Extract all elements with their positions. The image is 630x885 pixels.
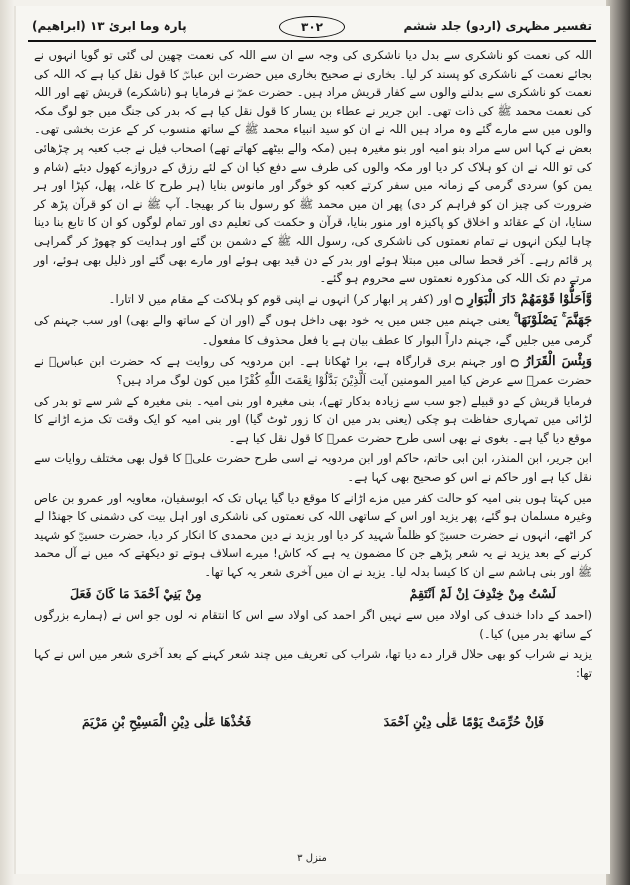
verse-block (34, 352, 592, 390)
poem-translation: (احمد کے دادا خندف کی اولاد میں سے نہیں اگر احمد کی اولاد سے اس کا انتقام نہ لوں جو اس نے (ہمارے بزرگوں کے ساتھ بدر میں) کیا۔) (34, 608, 592, 641)
header-book-title: تفسیر مظہری (اردو) جلد ششم (403, 19, 592, 33)
header-chapter: پارہ وما ابرئ ۱۳ (ابراھیم) (32, 19, 187, 33)
paragraph: ابن جریر، ابن المنذر، ابن ابی حاتم، حاکم اور ابن مردویہ نے اسی طرح حضرت علیؓ کا قول بھی مختلف روایات سے نقل کیا ہے اور حاکم نے اس کو صحیح بھی کہا ہے۔ (34, 451, 592, 485)
page-number-badge: ۳۰۲ (279, 16, 345, 38)
verse-block (34, 290, 592, 310)
verse-arabic: وَّاَحَلُّوْا قَوْمَهُمْ دَارَ الْبَوَارِ ۝ (455, 291, 592, 307)
verse-block (34, 311, 592, 349)
verse-translation: اور جہنم بری قرارگاہ ہے، برا ٹھکانا ہے۔ ابن مردویہ کی روایت ہے کہ حضرت ابن عباسؓ نے حضرت عمرؓ سے عرض کیا امیر المومنین آیت اَلَّذِيْنَ بَدَّلُوْا نِعْمَتَ اللّٰهِ كُفْرًا میں کون لوگ مراد ہیں؟ (34, 353, 592, 388)
paragraph: یزید نے شراب کو بھی حلال قرار دے دیا تھا، شراب کی تعریف میں چند شعر کہنے کے بعد آخری شعر میں اس نے کہا تھا: (34, 647, 592, 680)
verse-arabic: جَهَنَّمَ ۚ يَصْلَوْنَهَا ۚ (513, 313, 592, 329)
paragraph: میں کہتا ہوں بنی امیہ کو حالت کفر میں مزے اڑانے کا موقع دیا گیا یہاں تک کہ ابوسفیان، معاویہ اور عمرو بن عاص وغیرہ مسلمان ہو گئے، پھر یزید اور اس کے ساتھی اللہ کی نعمتوں کی ناشکری اور اہل بیت کی دشمنی کا جھنڈا لے کر اٹھے، انہوں نے حضرت حسینؓ کو ظلماً شہید کر دیا اور یزید نے دین محمدی کا انکار کر دیا، حضرت حسینؓ کو شہید کرنے کے بعد یزید نے یہ شعر پڑھے جن کا مضمون یہ ہے کہ کاش! میرے اسلاف ہوتے تو دیکھتے کہ میں نے آل محمد ﷺ اور بنی ہاشم سے ان کا کیسا بدلہ لیا۔ یزید نے ان میں آخری شعر یہ کہا تھا۔ (34, 490, 592, 580)
page-body (34, 46, 592, 840)
page-header (32, 16, 592, 38)
header-divider (28, 40, 596, 42)
verse-translation: یعنی جہنم میں جس میں یہ خود بھی داخل ہوں گے (اور ان کے ساتھ والے بھی) اور سب جہنم کی گرمی میں جلیں گے، جہنم داراً البوار کا عطف بیان ہے یا فعل محذوف کا مفعول۔ (34, 313, 592, 347)
poem-couplet (34, 585, 592, 604)
poem-hemistich-right: لَسْتُ مِنْ خِنْدِفَ اِنْ لَمْ اَنْتَقِمْ (409, 585, 556, 601)
poem-hemistich-right: فَاِنْ حُرِّمَتْ يَوْمًا عَلٰى دِيْنِ اَحْمَدَ (383, 713, 544, 729)
poem-hemistich-left: فَخُذْهَا عَلٰى دِيْنِ الْمَسِيْحِ بْنِ مَرْيَمَ (82, 713, 252, 729)
page-footer: منزل ۳ (297, 853, 327, 864)
page-left-edge (0, 0, 14, 885)
verse-arabic: وَبِئْسَ الْقَرَارُ ۝ (510, 353, 592, 369)
poem-hemistich-left: مِنْ بَنِيْ اَحْمَدَ مَا كَانَ فَعَلَ (70, 585, 202, 601)
poem-couplet (34, 713, 592, 732)
paragraph: اللہ کی نعمت کو ناشکری سے بدل دیا ناشکری کی وجہ سے ان سے اللہ کی نعمت چھین لی گئی تو گویا انہوں نے بجائے نعمت کے ناشکری کو پسند کر لیا۔ بخاری نے صحیح بخاری میں حضرت ابن عباسؓ کا قول نقل کیا ہے کہ اللہ کی نعمت کو ناشکری سے بدلنے والوں سے کفار قریش مراد ہیں۔ حضرت عمرؓ نے فرمایا ہو (ناشکرے) قریش تھے اور اللہ کی نعمت محمد ﷺ کی ذات تھی۔ ابن جریر نے عطاء بن یسار کا قول نقل کیا ہے کہ بدر کی جنگ میں جو لوگ مکہ والوں میں سے مارے گئے وہ مراد ہیں اللہ نے ان کو سید انبیاء محمد ﷺ کے ساتھ منسوب کر کے عزت بخشی تھی۔ بعض نے کہا اس سے مراد بنو امیہ اور بنو مغیرہ ہیں (مکہ والے بیٹھے کھاتے تھے) اصحاب فیل نے جب کعبہ پر چڑھائی کی تو اللہ نے ان کو ہلاک کر دیا اور مکہ والوں کی طرف سے دفع کیا ان کے لئے رزق کے دروازے کھول دیئے (شام و یمن کو) سردی گرمی کے زمانہ میں سفر کرتے کعبہ کو خوگر اور مانوس بنایا (ہر طرح کا غلہ، پھل، کپڑا اور ہر ضرورت کی چیز ان کو فراہم کر دی) پھر ان میں محمد ﷺ کو رسول بنا کر بھیجا۔ آپ ﷺ نے ان کو قرآن پڑھ کر سنایا، ان کے عقائد و اخلاق کو پاکیزہ اور منور بنایا، قرآن و حکمت کی تعلیم دی اور تمام لوگوں کو ان کا تابع بنا دینا چاہا لیکن انہوں نے تمام نعمتوں کی ناشکری کی، رسول اللہ ﷺ کے دشمن بن گئے اور ہدایت کو چھوڑ کر گمراہی پر قائم رہے۔ آخر قحط سالی میں مبتلا ہوئے اور بدر کے دن قید بھی ہوئے اور مارے بھی گئے اور ذلیل بھی ہوئے، اور مرتے دم تک اللہ کی مذکورہ نعمتوں سے محروم ہو گئے۔ (34, 48, 592, 286)
verse-translation: اور (کفر پر ابھار کر) انہوں نے اپنی قوم کو ہلاکت کے مقام میں لا اتارا۔ (108, 291, 452, 306)
scanned-page (14, 6, 610, 874)
paragraph: فرمایا قریش کے دو قبیلے (جو سب سے زیادہ بدکار تھے)، بنی مغیرہ اور بنی امیہ۔ بنی مغیرہ کے شر سے تو بدر کی لڑائی میں تمہاری حفاظت ہو چکی (یعنی بدر میں ان کا زور ٹوٹ گیا) اور بنی امیہ کو ایک وقت تک مزے اڑانے کا موقع دیا گیا ہے۔ بغوی نے بھی اسی طرح حضرت عمرؓ کا قول نقل کیا ہے۔ (34, 393, 592, 445)
